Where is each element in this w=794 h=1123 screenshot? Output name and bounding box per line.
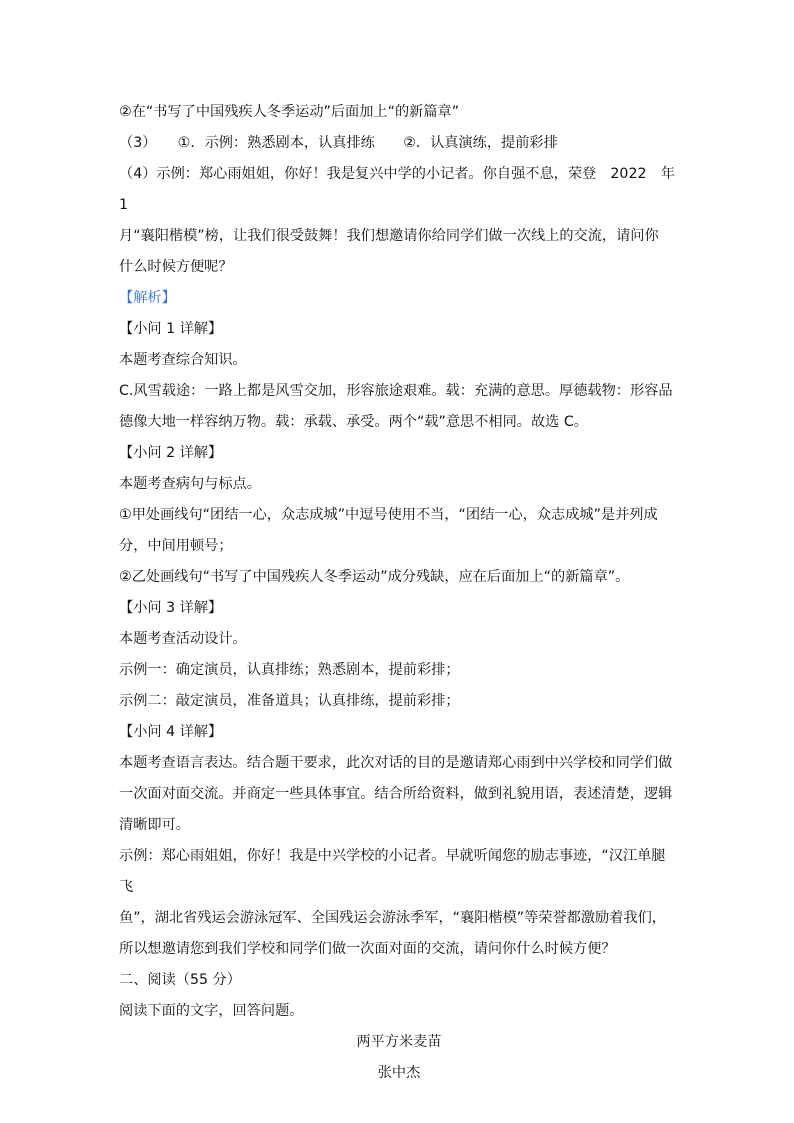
article-author: 张中杰 [377, 1065, 421, 1081]
article-title: 两平方米麦苗 [356, 1034, 442, 1050]
q2-text-2-line-2: 分，中间用顿号； [119, 538, 233, 554]
q4-heading: 【小问 4 详解】 [119, 724, 223, 740]
q4-text-1-line-1: 本题考查语言表达。结合题干要求，此次对话的目的是邀请郑心雨到中兴学校和同学们做 [119, 755, 673, 771]
reading-instruction: 阅读下面的文字，回答问题。 [119, 1003, 304, 1019]
analysis-heading: 【解析】 [119, 290, 176, 306]
q4-text-2-line-2: 鱼”，湖北省残运会游泳冠军、全国残运会游泳季军，“襄阳楷模”等荣誉都激励着我们， [119, 910, 666, 926]
q4-text-2-line-3: 所以想邀请您到我们学校和同学们做一次面对面的交流，请问你什么时候方便？ [119, 941, 616, 957]
q4-text-1-line-2: 一次面对面交流。并商定一些具体事宜。结合所给资料，做到礼貌用语，表述清楚，逻辑 [119, 786, 673, 802]
q2-text-1: 本题考查病句与标点。 [119, 476, 261, 492]
q1-text-2-line-2: 德像大地一样容纳万物。载：承载、承受。两个“载”意思不相同。故选 C。 [119, 414, 588, 430]
answer-4-line-1: （4）示例：郑心雨姐姐，你好！我是复兴中学的小记者。你自强不息，荣登 2022 年 1 [119, 166, 690, 213]
q4-text-1-line-3: 清晰即可。 [119, 817, 190, 833]
document-page [119, 97, 690, 1089]
q3-heading: 【小问 3 详解】 [119, 600, 223, 616]
q2-heading: 【小问 2 详解】 [119, 445, 223, 461]
answer-4-line-2: 月“襄阳楷模”榜，让我们很受鼓舞！我们想邀请你给同学们做一次线上的交流，请问你 [119, 228, 659, 244]
q2-text-3: ②乙处画线句“书写了中国残疾人冬季运动”成分残缺，应在后面加上“的新篇章”。 [119, 569, 630, 585]
q3-text-3: 示例二：敲定演员，准备道具；认真排练，提前彩排； [119, 693, 460, 709]
reading-section-heading: 二、阅读（55 分） [119, 972, 241, 988]
q1-heading: 【小问 1 详解】 [119, 321, 223, 337]
q3-text-1: 本题考查活动设计。 [119, 631, 247, 647]
q2-text-2-line-1: ①甲处画线句“团结一心，众志成城”中逗号使用不当，“团结一心，众志成城”是并列成 [119, 507, 658, 523]
answer-4-line-3: 什么时候方便呢？ [119, 259, 233, 275]
answer-2-item-2: ②在“书写了中国残疾人冬季运动”后面加上“的新篇章” [119, 104, 460, 120]
q3-text-2: 示例一：确定演员，认真排练；熟悉剧本，提前彩排； [119, 662, 460, 678]
answer-3: （3） ①．示例：熟悉剧本，认真排练 ②．认真演练，提前彩排 [119, 135, 558, 151]
q1-text-1: 本题考查综合知识。 [119, 352, 247, 368]
q1-text-2-line-1: C.风雪载途：一路上都是风雪交加，形容旅途艰难。载：充满的意思。厚德载物：形容品 [119, 383, 673, 399]
q4-text-2-line-1: 示例：郑心雨姐姐，你好！我是中兴学校的小记者。早就听闻您的励志事迹，“汉江单腿飞 [119, 848, 666, 895]
